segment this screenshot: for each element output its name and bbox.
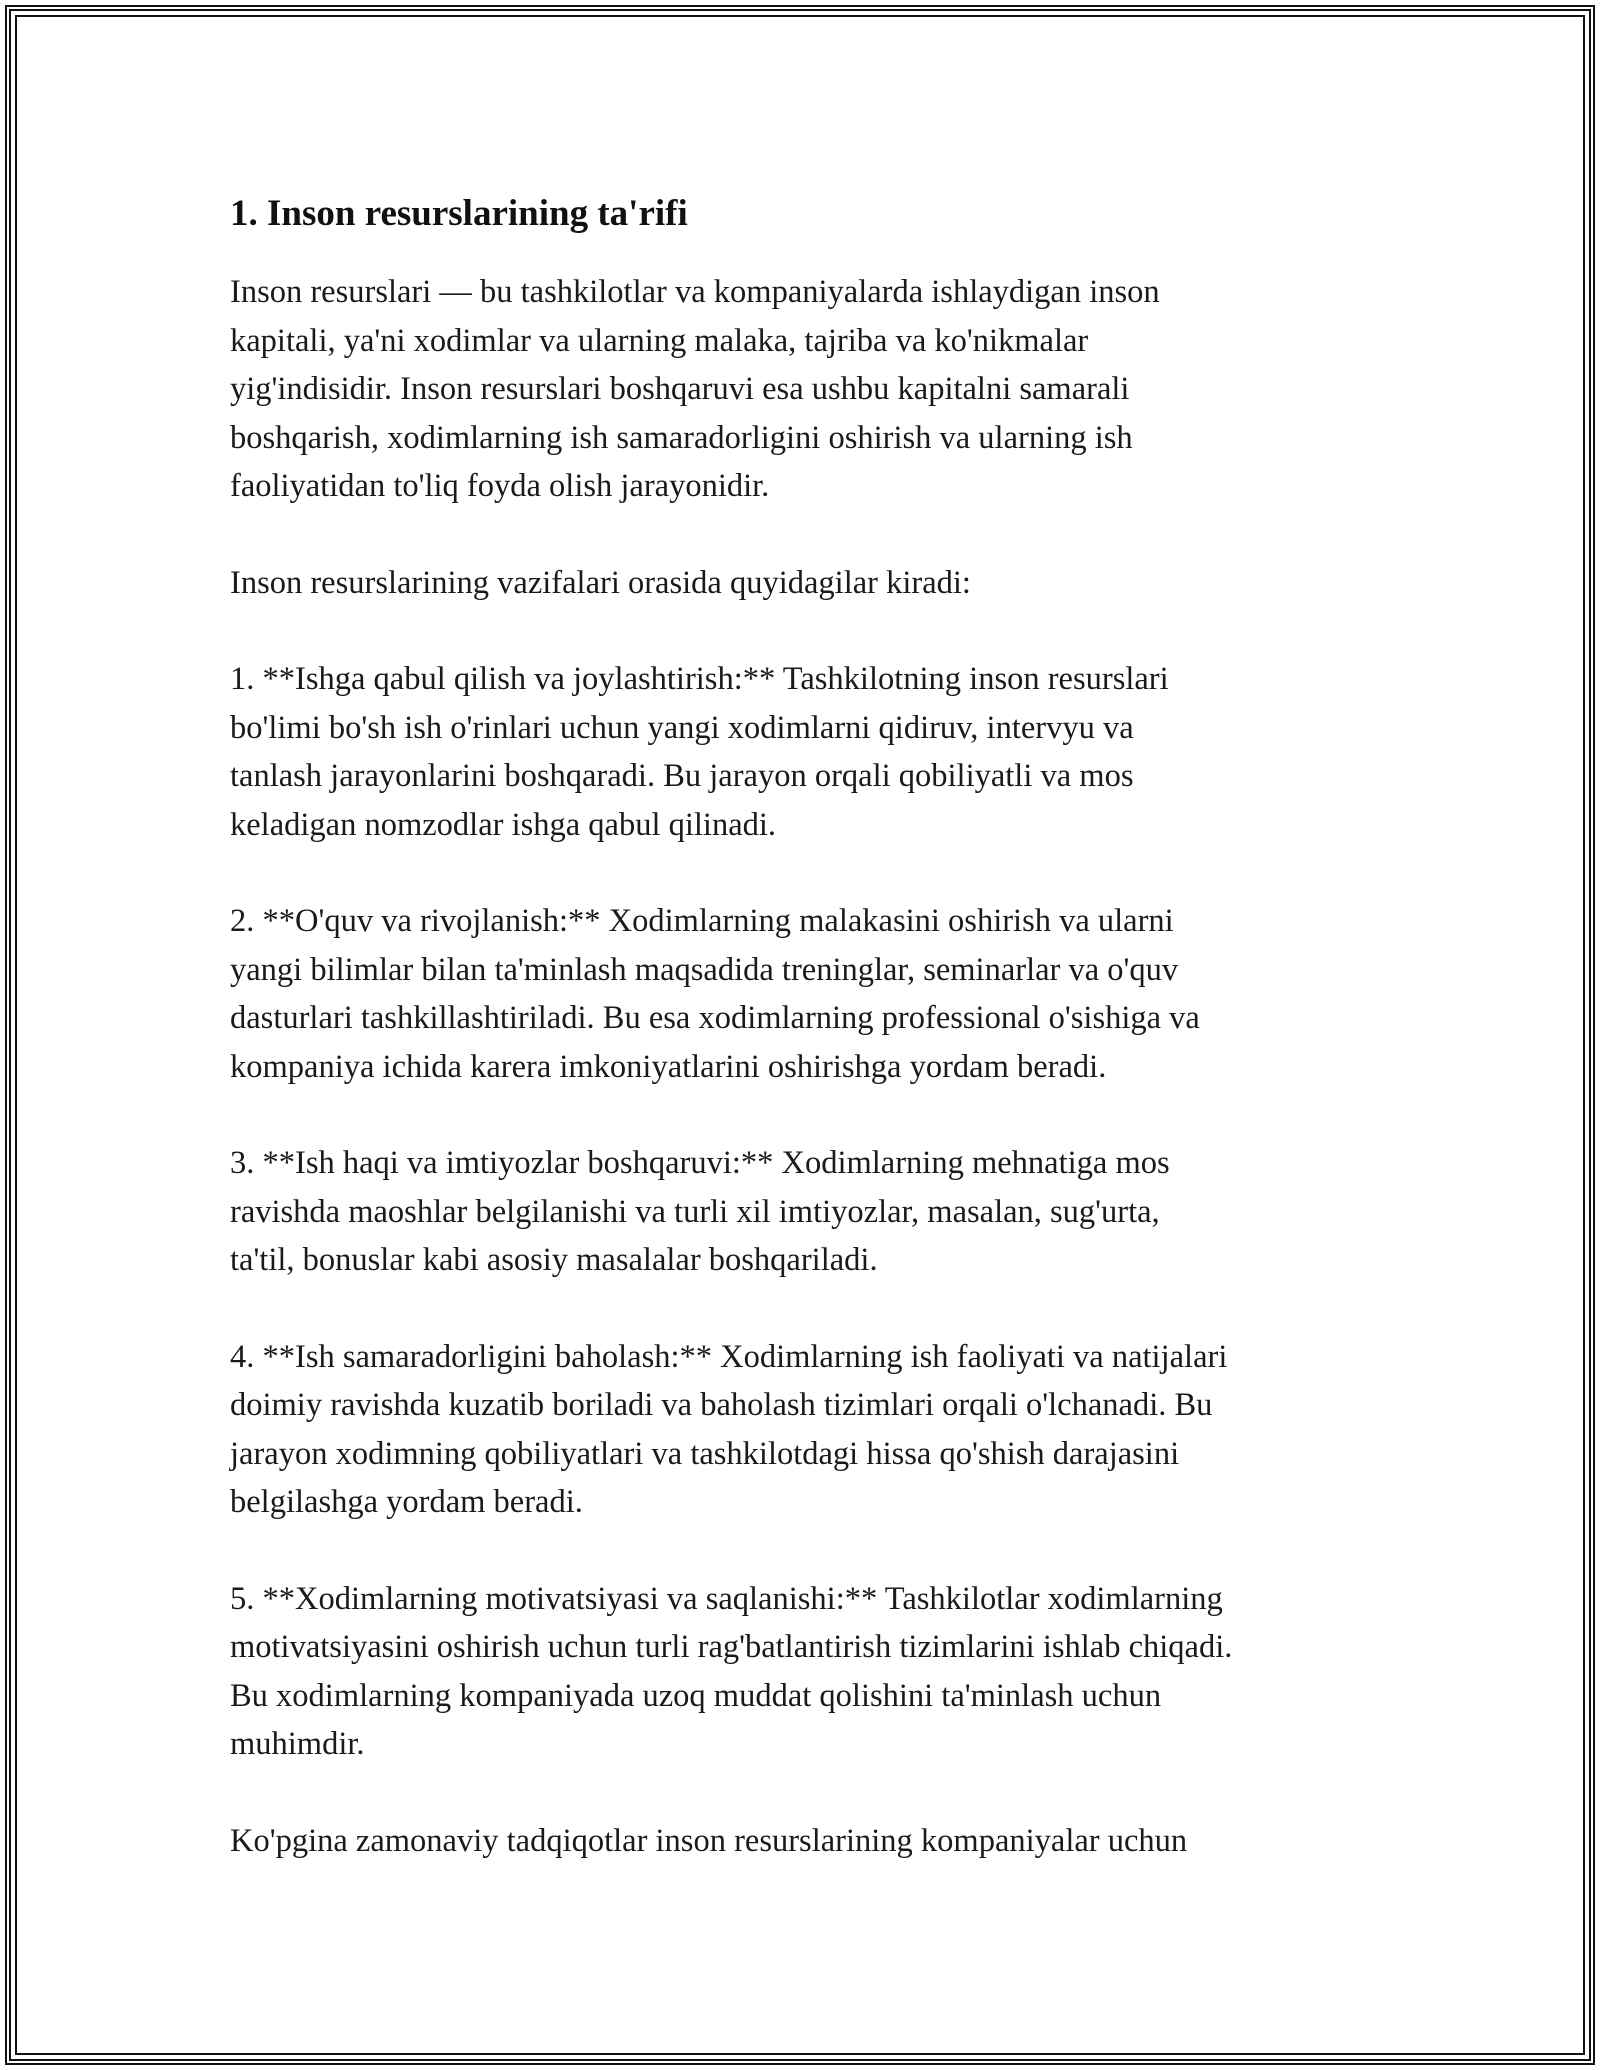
text-line: 2. **O'quv va rivojlanish:** Xodimlarning malakasini oshirish va ularni bbox=[230, 903, 1174, 939]
text-line: 3. **Ish haqi va imtiyozlar boshqaruvi:** Xodimlarning mehnatiga mos bbox=[230, 1145, 1170, 1181]
text-line: tanlash jarayonlarini boshqaradi. Bu jarayon orqali qobiliyatli va mos bbox=[230, 758, 1134, 794]
text-line: Inson resurslarining vazifalari orasida quyidagilar kiradi: bbox=[230, 564, 971, 601]
text-line: Ko'pgina zamonaviy tadqiqotlar inson resurslarining kompaniyalar uchun bbox=[230, 1822, 1188, 1859]
text-line: Bu xodimlarning kompaniyada uzoq muddat qolishini ta'minlash uchun bbox=[230, 1677, 1162, 1714]
list-item-1 bbox=[230, 655, 1390, 849]
text-line: yig'indisidir. Inson resurslari boshqaruvi esa ushbu kapitalni samarali bbox=[230, 371, 1130, 407]
text-line: keladigan nomzodlar ishga qabul qilinadi. bbox=[230, 806, 777, 843]
text-line: kapitali, ya'ni xodimlar va ularning malaka, tajriba va ko'nikmalar bbox=[230, 322, 1089, 359]
paragraph-intro bbox=[230, 559, 1390, 608]
text-line: motivatsiyasini oshirish uchun turli rag'batlantirish tizimlarini ishlab chiqadi. bbox=[230, 1629, 1233, 1665]
text-line: 1. **Ishga qabul qilish va joylashtirish:** Tashkilotning inson resurslari bbox=[230, 661, 1169, 697]
text-line: bo'limi bo'sh ish o'rinlari uchun yangi xodimlarni qidiruv, intervyu va bbox=[230, 709, 1134, 746]
text-line: ravishda maoshlar belgilanishi va turli xil imtiyozlar, masalan, sug'urta, bbox=[230, 1193, 1160, 1230]
list-item-4 bbox=[230, 1333, 1390, 1527]
text-line: jarayon xodimning qobiliyatlari va tashkilotdagi hissa qo'shish darajasini bbox=[230, 1435, 1180, 1472]
text-line: kompaniya ichida karera imkoniyatlarini oshirishga yordam beradi. bbox=[230, 1048, 1107, 1085]
text-line: doimiy ravishda kuzatib boriladi va baholash tizimlari orqali o'lchanadi. Bu bbox=[230, 1387, 1213, 1423]
text-line: 5. **Xodimlarning motivatsiyasi va saqlanishi:** Tashkilotlar xodimlarning bbox=[230, 1580, 1223, 1617]
document-body bbox=[230, 190, 1390, 1913]
text-line: muhimdir. bbox=[230, 1726, 365, 1762]
paragraph-closing bbox=[230, 1817, 1390, 1866]
section-heading: 1. Inson resurslarining ta'rifi bbox=[230, 193, 688, 234]
text-line: ta'til, bonuslar kabi asosiy masalalar boshqariladi. bbox=[230, 1242, 878, 1278]
list-item-2 bbox=[230, 897, 1390, 1091]
text-line: yangi bilimlar bilan ta'minlash maqsadida treninglar, seminarlar va o'quv bbox=[230, 951, 1179, 988]
list-item-3 bbox=[230, 1139, 1390, 1285]
text-line: boshqarish, xodimlarning ish samaradorligini oshirish va ularning ish bbox=[230, 419, 1133, 456]
text-line: belgilashga yordam beradi. bbox=[230, 1484, 583, 1520]
text-line: Inson resurslari — bu tashkilotlar va kompaniyalarda ishlaydigan inson bbox=[230, 274, 1160, 310]
text-line: 4. **Ish samaradorligini baholash:** Xodimlarning ish faoliyati va natijalari bbox=[230, 1338, 1228, 1375]
text-line: faoliyatidan to'liq foyda olish jarayonidir. bbox=[230, 468, 770, 504]
list-item-5 bbox=[230, 1575, 1390, 1769]
paragraph-definition bbox=[230, 268, 1390, 511]
text-line: dasturlari tashkillashtiriladi. Bu esa xodimlarning professional o'sishiga va bbox=[230, 1000, 1200, 1036]
